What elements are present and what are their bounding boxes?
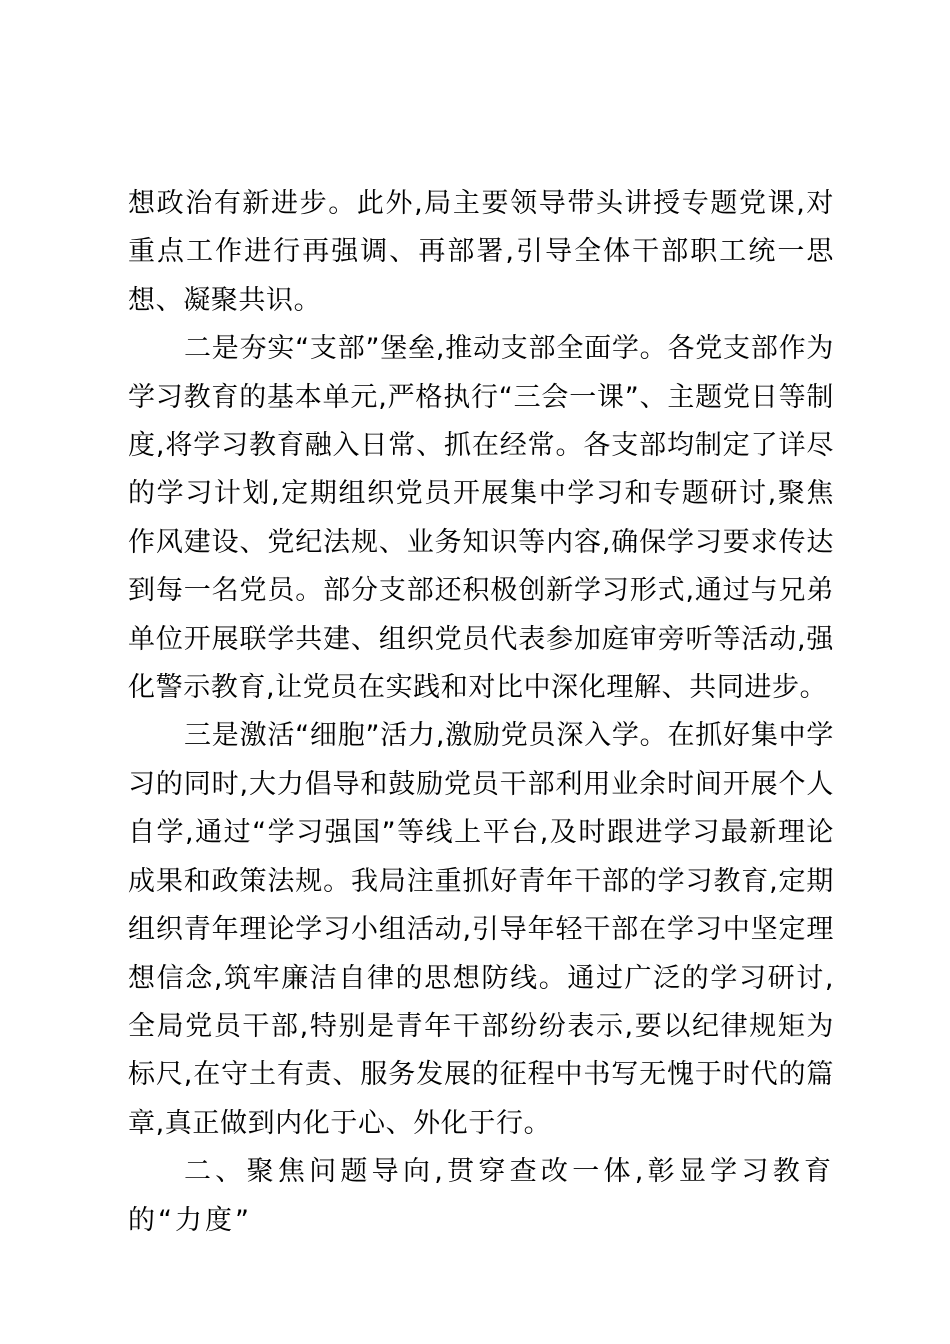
section-heading: 二、聚焦问题导向,贯穿查改一体,彰显学习教育的“力度” — [128, 1156, 834, 1236]
paragraph-branch-fortress: 二是夯实“支部”堡垒,推动支部全面学。各党支部作为学习教育的基本单元,严格执行“三会一课”、主题党日等制度,将学习教育融入日常、抓在经常。各支部均制定了详尽的学习计划,定期组织党员开展集中学习和专题研讨,聚焦作风建设、党纪法规、业务知识等内容,确保学习要求传达到每一名党员。部分支部还积极创新学习形式,通过与兄弟单位开展联学共建、组织党员代表参加庭审旁听等活动,强化警示教育,让党员在实践和对比中深化理解、共同进步。 — [128, 333, 834, 704]
paragraph-cell-vitality: 三是激活“细胞”活力,激励党员深入学。在抓好集中学习的同时,大力倡导和鼓励党员干部利用业余时间开展个人自学,通过“学习强国”等线上平台,及时跟进学习最新理论成果和政策法规。我局注重抓好青年干部的学习教育,定期组织青年理论学习小组活动,引导年轻干部在学习中坚定理想信念,筑牢廉洁自律的思想防线。通过广泛的学习研讨,全局党员干部,特别是青年干部纷纷表示,要以纪律规矩为标尺,在守土有责、服务发展的征程中书写无愧于时代的篇章,真正做到内化于心、外化于行。 — [128, 720, 834, 1139]
paragraph-continuation: 想政治有新进步。此外,局主要领导带头讲授专题党课,对重点工作进行再强调、再部署,引导全体干部职工统一思想、凝聚共识。 — [128, 188, 834, 316]
document-body — [128, 180, 834, 1245]
